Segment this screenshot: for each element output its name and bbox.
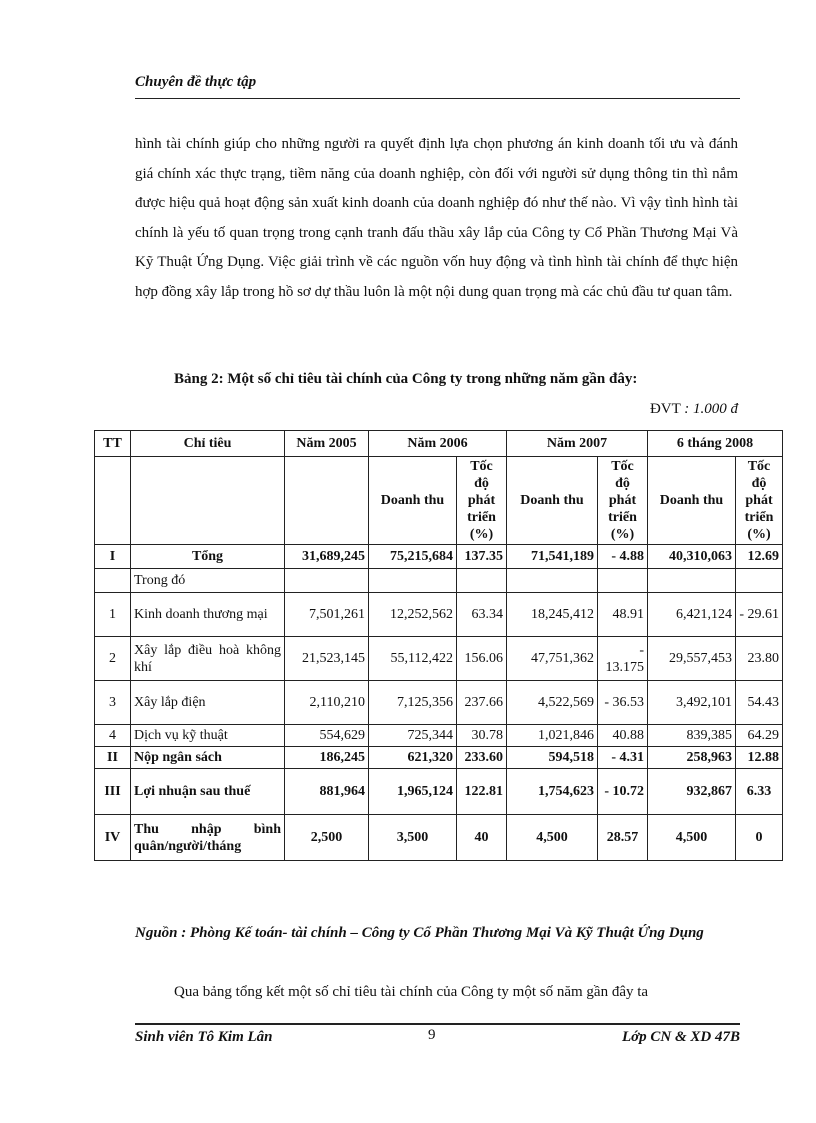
- sub-revenue-2008: Doanh thu: [648, 457, 736, 545]
- table-row: [95, 769, 783, 815]
- cell-tt: [95, 569, 131, 593]
- sub-empty-indicator: [131, 457, 285, 545]
- cell-tt: III: [95, 769, 131, 815]
- cell-growth-2006: 233.60: [457, 747, 507, 769]
- growth-text: Tốc: [611, 459, 634, 474]
- table-row: [95, 569, 783, 593]
- header-2006: Năm 2006: [369, 431, 507, 457]
- growth-text: triển: [608, 510, 637, 525]
- cell-2005: 2,110,210: [285, 681, 369, 725]
- sub-revenue-2006: Doanh thu: [369, 457, 457, 545]
- page-footer: [135, 1023, 740, 1047]
- body-paragraph: hình tài chính giúp cho những người ra quyết định lựa chọn phương án kinh doanh tối ưu và đánh giá chính xác thực trạng, tiềm năng của doanh nghiệp, còn đối với người sử dụng thông tin thì nắm được hiệu quả hoạt động sản xuất kinh doanh của doanh nghiệp đó như thế nào. Vì vậy tình hình tài chính là yếu tố quan trọng trong cạnh tranh đấu thầu xây lắp của Công ty Cổ Phần Thương Mại Và Kỹ Thuật Ứng Dụng. Việc giải trình về các nguồn vốn huy động và tình hình tài chính để thực hiện hợp đồng xây lắp trong hồ sơ dự thầu luôn là một nội dung quan trọng mà các chủ đầu tư quan tâm.: [135, 136, 738, 300]
- cell-tt: 2: [95, 637, 131, 681]
- cell-growth-2007: - 10.72: [598, 769, 648, 815]
- growth-text: phát: [608, 493, 637, 508]
- sub-growth-2008: [736, 457, 783, 545]
- cell-2006: 3,500: [369, 815, 457, 861]
- cell-indicator: Trong đó: [131, 569, 285, 593]
- cell-growth-2008: 6.33: [736, 769, 783, 815]
- cell-2005: [285, 569, 369, 593]
- cell-2008: 932,867: [648, 769, 736, 815]
- cell-growth-2007: - 36.53: [598, 681, 648, 725]
- cell-growth-2007: 48.91: [598, 593, 648, 637]
- sub-empty-2005: [285, 457, 369, 545]
- cell-2005: 554,629: [285, 725, 369, 747]
- cell-growth-2008: 23.80: [736, 637, 783, 681]
- cell-tt: 1: [95, 593, 131, 637]
- cell-2005: 21,523,145: [285, 637, 369, 681]
- cell-2006: [369, 569, 457, 593]
- cell-growth-2006: 237.66: [457, 681, 507, 725]
- cell-indicator: Kinh doanh thương mại: [131, 593, 285, 637]
- unit-abbrev: ĐVT: [649, 401, 681, 417]
- cell-2006: 1,965,124: [369, 769, 457, 815]
- cell-2007: 4,500: [507, 815, 598, 861]
- cell-indicator: Nộp ngân sách: [131, 747, 285, 769]
- cell-growth-2006: [457, 569, 507, 593]
- cell-2008: [648, 569, 736, 593]
- cell-growth-2007: [598, 569, 648, 593]
- cell-2006: 7,125,356: [369, 681, 457, 725]
- cell-2005: 31,689,245: [285, 545, 369, 569]
- cell-growth-2006: 137.35: [457, 545, 507, 569]
- header-2008: 6 tháng 2008: [648, 431, 783, 457]
- cell-growth-2006: 122.81: [457, 769, 507, 815]
- sub-empty-tt: [95, 457, 131, 545]
- growth-text: độ: [474, 476, 489, 491]
- header-2007: Năm 2007: [507, 431, 648, 457]
- cell-indicator: Dịch vụ kỹ thuật: [131, 725, 285, 747]
- cell-growth-2006: 40: [457, 815, 507, 861]
- footer-class: Lớp CN & XD 47B: [621, 1029, 740, 1045]
- cell-2006: 725,344: [369, 725, 457, 747]
- table-header-row: [95, 431, 783, 457]
- cell-2008: 6,421,124: [648, 593, 736, 637]
- cell-2007: 4,522,569: [507, 681, 598, 725]
- page-header: [135, 74, 740, 99]
- cell-2005: 186,245: [285, 747, 369, 769]
- cell-2007: 71,541,189: [507, 545, 598, 569]
- cell-2005: 881,964: [285, 769, 369, 815]
- cell-tt: I: [95, 545, 131, 569]
- cell-growth-2008: 54.43: [736, 681, 783, 725]
- growth-text: (%): [610, 527, 635, 542]
- growth-text: độ: [751, 476, 767, 491]
- growth-text: (%): [469, 527, 494, 542]
- cell-2007: 1,754,623: [507, 769, 598, 815]
- cell-growth-2007: - 13.175: [598, 637, 648, 681]
- growth-text: triển: [467, 510, 496, 525]
- sub-revenue-2007: Doanh thu: [507, 457, 598, 545]
- table-row: [95, 815, 783, 861]
- cell-2007: 594,518: [507, 747, 598, 769]
- table-title: Bảng 2: Một số chỉ tiêu tài chính của Công ty trong những năm gần đây:: [174, 371, 638, 387]
- growth-text: Tốc: [747, 459, 771, 474]
- cell-2008: 29,557,453: [648, 637, 736, 681]
- page-number: 9: [428, 1027, 436, 1043]
- cell-growth-2008: 64.29: [736, 725, 783, 747]
- cell-growth-2008: 12.88: [736, 747, 783, 769]
- source-note: Nguồn : Phòng Kế toán- tài chính – Công ty Cổ Phần Thương Mại Và Kỹ Thuật Ứng Dụng: [135, 925, 704, 941]
- cell-growth-2006: 63.34: [457, 593, 507, 637]
- table-row: [95, 637, 783, 681]
- table-row: [95, 545, 783, 569]
- cell-2006: 12,252,562: [369, 593, 457, 637]
- closing-paragraph: Qua bảng tổng kết một số chỉ tiêu tài chính của Công ty một số năm gần đây ta: [174, 984, 649, 1000]
- cell-tt: 4: [95, 725, 131, 747]
- cell-2006: 621,320: [369, 747, 457, 769]
- table-row: [95, 681, 783, 725]
- table-row: [95, 593, 783, 637]
- cell-growth-2007: 28.57: [598, 815, 648, 861]
- cell-growth-2007: - 4.31: [598, 747, 648, 769]
- growth-text: phát: [467, 493, 496, 508]
- footer-student: Sinh viên Tô Kim Lân: [135, 1029, 273, 1045]
- table-subheader-row: [95, 457, 783, 545]
- header-title: Chuyên đề thực tập: [135, 74, 257, 90]
- cell-tt: IV: [95, 815, 131, 861]
- cell-2006: 55,112,422: [369, 637, 457, 681]
- cell-2008: 4,500: [648, 815, 736, 861]
- cell-2008: 3,492,101: [648, 681, 736, 725]
- cell-2008: 40,310,063: [648, 545, 736, 569]
- growth-text: (%): [747, 527, 771, 542]
- cell-indicator: Lợi nhuận sau thuế: [131, 769, 285, 815]
- header-indicator: Chỉ tiêu: [131, 431, 285, 457]
- cell-2007: [507, 569, 598, 593]
- cell-2007: 1,021,846: [507, 725, 598, 747]
- cell-growth-2008: [736, 569, 783, 593]
- cell-2005: 7,501,261: [285, 593, 369, 637]
- cell-2008: 839,385: [648, 725, 736, 747]
- sub-growth-2007: [598, 457, 648, 545]
- header-2005: Năm 2005: [285, 431, 369, 457]
- cell-growth-2008: - 29.61: [736, 593, 783, 637]
- cell-growth-2006: 30.78: [457, 725, 507, 747]
- cell-tt: II: [95, 747, 131, 769]
- growth-text: triển: [744, 510, 774, 525]
- financial-table: [94, 430, 783, 861]
- cell-growth-2006: 156.06: [457, 637, 507, 681]
- cell-indicator: Xây lắp điều hoà không khí: [131, 637, 285, 681]
- cell-growth-2008: 12.69: [736, 545, 783, 569]
- unit-label: [650, 401, 738, 418]
- cell-2006: 75,215,684: [369, 545, 457, 569]
- cell-growth-2007: 40.88: [598, 725, 648, 747]
- cell-growth-2007: - 4.88: [598, 545, 648, 569]
- table-row: [95, 725, 783, 747]
- cell-2007: 18,245,412: [507, 593, 598, 637]
- growth-text: độ: [615, 476, 630, 491]
- cell-2008: 258,963: [648, 747, 736, 769]
- table-row: [95, 747, 783, 769]
- cell-indicator: Xây lắp điện: [131, 681, 285, 725]
- cell-growth-2008: 0: [736, 815, 783, 861]
- growth-text: phát: [745, 493, 773, 508]
- header-tt: TT: [95, 431, 131, 457]
- growth-text: Tốc: [470, 459, 493, 474]
- cell-2007: 47,751,362: [507, 637, 598, 681]
- cell-indicator: Tổng: [131, 545, 285, 569]
- cell-tt: 3: [95, 681, 131, 725]
- unit-value: : 1.000 đ: [684, 401, 738, 417]
- sub-growth-2006: [457, 457, 507, 545]
- cell-indicator: Thu nhập bình quân/người/tháng: [131, 815, 285, 861]
- cell-2005: 2,500: [285, 815, 369, 861]
